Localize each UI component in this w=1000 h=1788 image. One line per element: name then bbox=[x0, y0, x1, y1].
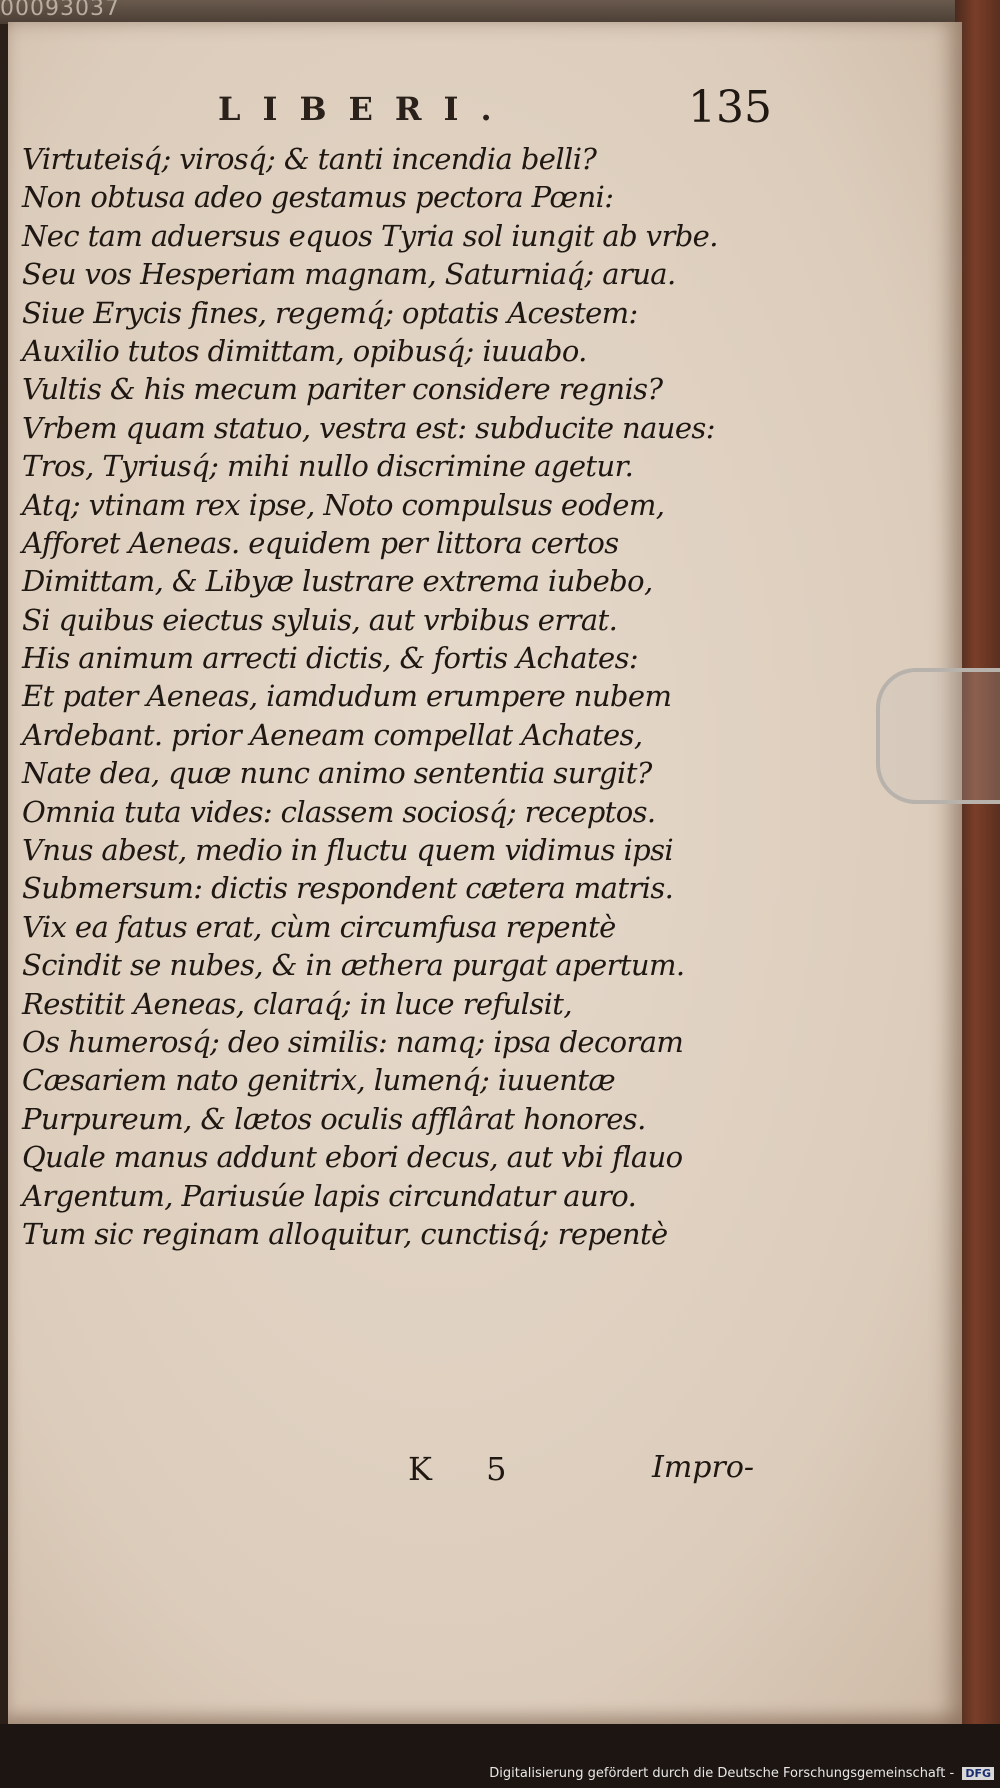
page-header bbox=[8, 82, 962, 132]
verse-line: Tros, Tyriusq́; mihi nullo discrimine agetur. bbox=[22, 449, 634, 484]
dfg-logo: DFG bbox=[962, 1767, 994, 1780]
verse-text bbox=[22, 140, 742, 1253]
page-clip-holder bbox=[876, 668, 1000, 804]
book-page bbox=[8, 22, 962, 1724]
signature-mark: K 5 bbox=[408, 1450, 529, 1488]
verse-line: Scindit se nubes, & in æthera purgat apertum. bbox=[22, 948, 685, 983]
verse-line: Argentum, Pariusúe lapis circundatur auro. bbox=[22, 1178, 637, 1213]
verse-line: His animum arrecti dictis, & fortis Achates: bbox=[22, 641, 639, 676]
running-head: LIBERI. bbox=[218, 90, 514, 128]
verse-line: Nate dea, quæ nunc animo sententia surgit? bbox=[22, 756, 652, 791]
verse-line: Restitit Aeneas, claraq́; in luce refulsit, bbox=[22, 986, 572, 1021]
catchword: Impro- bbox=[652, 1450, 755, 1485]
verse-line: Non obtusa adeo gestamus pectora Pœni: bbox=[22, 180, 614, 215]
verse-line: Purpureum, & lætos oculis afflârat honores. bbox=[22, 1101, 646, 1136]
verse-line: Vnus abest, medio in fluctu quem vidimus ipsi bbox=[22, 833, 674, 868]
verse-line: Nec tam aduersus equos Tyria sol iungit ab vrbe. bbox=[22, 218, 718, 253]
page-footer bbox=[8, 1450, 962, 1500]
verse-line: Vultis & his mecum pariter considere regnis? bbox=[22, 372, 663, 407]
verse-line: Submersum: dictis respondent cætera matris. bbox=[22, 871, 674, 906]
verse-line: Cæsariem nato genitrix, lumenq́; iuuentæ bbox=[22, 1063, 616, 1098]
digitization-credit: Digitalisierung gefördert durch die Deutsche Forschungsgemeinschaft - DFG bbox=[489, 1766, 994, 1781]
verse-line: Dimittam, & Libyæ lustrare extrema iubebo, bbox=[22, 564, 653, 599]
verse-line: Quale manus addunt ebori decus, aut vbi flauo bbox=[22, 1140, 683, 1175]
verse-line: Seu vos Hesperiam magnam, Saturniaq́; arua. bbox=[22, 257, 676, 292]
verse-line: Vrbem quam statuo, vestra est: subducite naues: bbox=[22, 410, 715, 445]
verse-line: Afforet Aeneas. equidem per littora certos bbox=[22, 525, 619, 560]
verse-line: Tum sic reginam alloquitur, cunctisq́; repentè bbox=[22, 1216, 668, 1251]
verse-line: Atq; vtinam rex ipse, Noto compulsus eodem, bbox=[22, 487, 665, 522]
verse-line: Vix ea fatus erat, cùm circumfusa repentè bbox=[22, 909, 616, 944]
verse-line: Auxilio tutos dimittam, opibusq́; iuuabo. bbox=[22, 333, 587, 368]
page-top-edge bbox=[0, 0, 955, 24]
verse-line: Virtuteisq́; virosq́; & tanti incendia belli? bbox=[22, 142, 597, 176]
verse-line: Os humerosq́; deo similis: namq; ipsa decoram bbox=[22, 1024, 684, 1059]
verse-line: Siue Erycis fines, regemq́; optatis Acestem: bbox=[22, 295, 638, 330]
scan-id-label: 00093037 bbox=[0, 0, 120, 21]
page-number: 135 bbox=[688, 82, 772, 133]
verse-line: Omnia tuta vides: classem sociosq́; receptos. bbox=[22, 794, 656, 829]
verse-line: Si quibus eiectus syluis, aut vrbibus errat. bbox=[22, 602, 618, 637]
credit-text: Digitalisierung gefördert durch die Deutsche Forschungsgemeinschaft bbox=[489, 1766, 946, 1781]
verse-line: Ardebant. prior Aeneam compellat Achates, bbox=[22, 717, 643, 752]
verse-line: Et pater Aeneas, iamdudum erumpere nubem bbox=[22, 679, 672, 714]
